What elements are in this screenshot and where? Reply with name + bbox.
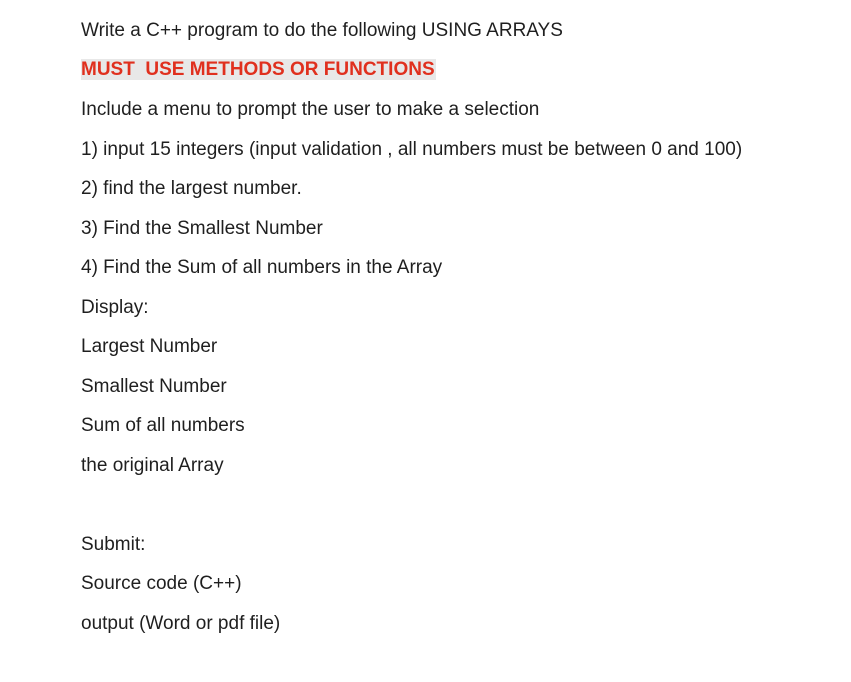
requirement-line bbox=[81, 58, 436, 82]
submit-heading: Submit: bbox=[81, 534, 146, 555]
menu-item-largest: 2) find the largest number. bbox=[81, 178, 302, 199]
menu-intro: Include a menu to prompt the user to make a selection bbox=[81, 99, 540, 120]
display-item-smallest: Smallest Number bbox=[81, 376, 227, 397]
menu-item-input: 1) input 15 integers (input validation , all numbers must be between 0 and 100) bbox=[81, 139, 743, 160]
submit-item-source: Source code (C++) bbox=[81, 573, 242, 594]
display-heading: Display: bbox=[81, 297, 149, 318]
display-item-sum: Sum of all numbers bbox=[81, 415, 245, 436]
menu-item-sum: 4) Find the Sum of all numbers in the Array bbox=[81, 257, 443, 278]
requirement-highlight: MUST USE METHODS OR FUNCTIONS bbox=[81, 59, 435, 80]
title-line: Write a C++ program to do the following USING ARRAYS bbox=[81, 20, 563, 41]
submit-item-output: output (Word or pdf file) bbox=[81, 613, 281, 634]
display-item-array: the original Array bbox=[81, 455, 224, 476]
menu-item-smallest: 3) Find the Smallest Number bbox=[81, 218, 323, 239]
display-item-largest: Largest Number bbox=[81, 336, 218, 357]
